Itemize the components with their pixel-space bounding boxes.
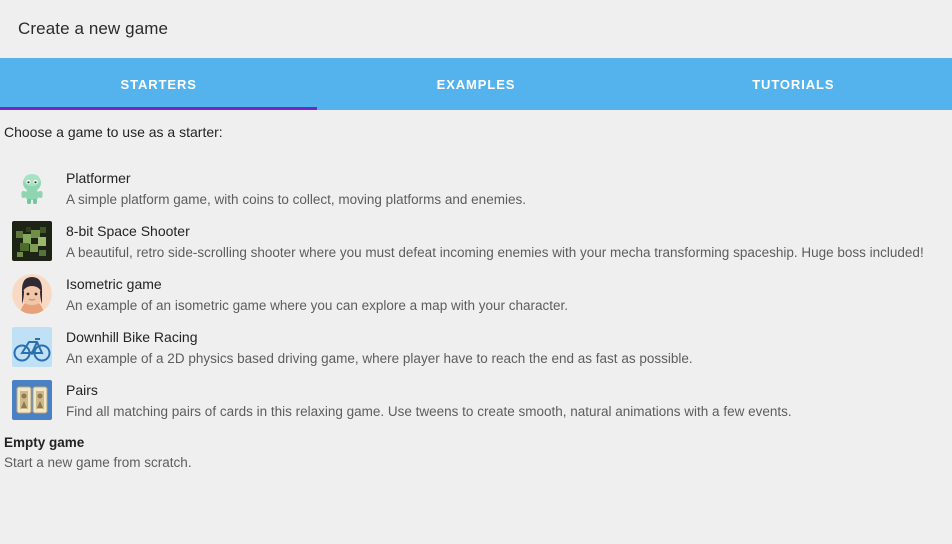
isometric-character-icon (12, 274, 52, 314)
platformer-character-icon (12, 168, 52, 208)
list-item[interactable] (0, 215, 952, 268)
list-item-text (66, 168, 940, 209)
list-item-description: An example of an isometric game where you can explore a map with your character. (66, 298, 568, 313)
list-item[interactable] (0, 321, 952, 374)
tab-examples-label: EXAMPLES (436, 76, 516, 92)
tab-starters[interactable] (0, 58, 317, 110)
list-item-title: Pairs (66, 382, 98, 398)
starters-panel (0, 110, 952, 544)
empty-game-description: Start a new game from scratch. (4, 455, 192, 470)
tab-tutorials[interactable] (635, 58, 952, 110)
list-item-description: A beautiful, retro side-scrolling shooter where you must defeat incoming enemies with your mecha transforming spaceship. Huge boss included! (66, 245, 924, 260)
list-item-title: Platformer (66, 170, 131, 186)
list-item-title: 8-bit Space Shooter (66, 223, 190, 239)
tab-starters-label: STARTERS (120, 76, 197, 92)
dialog-titlebar (0, 0, 952, 58)
list-item[interactable] (0, 162, 952, 215)
list-item-description: Find all matching pairs of cards in this relaxing game. Use tweens to create smooth, natural animations with a few events. (66, 404, 792, 419)
choose-starter-label: Choose a game to use as a starter: (4, 124, 223, 140)
list-item-text (66, 327, 940, 368)
tab-tutorials-label: TUTORIALS (752, 76, 835, 92)
bicycle-icon (12, 327, 52, 367)
playing-cards-icon (12, 380, 52, 420)
space-shooter-ship-icon (12, 221, 52, 261)
list-item-description: An example of a 2D physics based driving game, where player have to reach the end as fast as possible. (66, 351, 693, 366)
list-item-title: Downhill Bike Racing (66, 329, 198, 345)
list-item-text (66, 274, 940, 315)
list-item-title: Isometric game (66, 276, 162, 292)
list-item-text (66, 221, 940, 262)
empty-game-item[interactable] (0, 427, 952, 473)
page-title: Create a new game (18, 19, 169, 38)
tab-bar (0, 58, 952, 110)
tab-examples[interactable] (317, 58, 634, 110)
list-item[interactable] (0, 268, 952, 321)
list-item-description: A simple platform game, with coins to collect, moving platforms and enemies. (66, 192, 526, 207)
empty-game-title: Empty game (4, 435, 85, 450)
list-item[interactable] (0, 374, 952, 427)
list-item-text (66, 380, 940, 421)
starter-list (0, 162, 952, 427)
